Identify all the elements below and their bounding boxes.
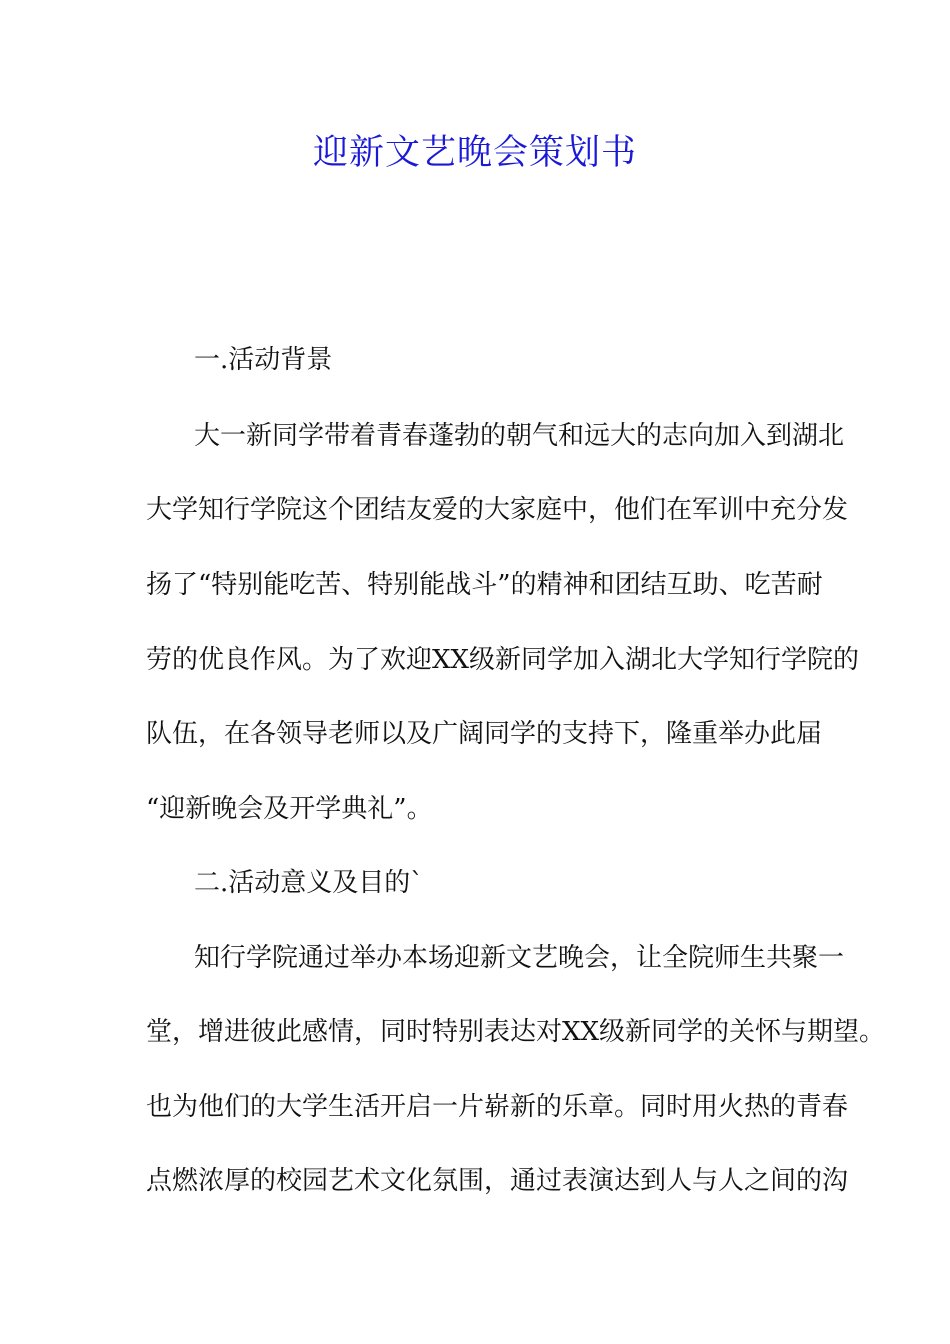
paragraph-line: 劳的优良作风。为了欢迎XX级新同学加入湖北大学知行学院的 [146,645,860,675]
section-heading-background: 一.活动背景 [194,345,333,375]
paragraph-line: 队伍，在各领导老师以及广阔同学的支持下，隆重举办此届 [146,719,823,749]
document-title: 迎新文艺晚会策划书 [312,133,637,173]
paragraph-line: 点燃浓厚的校园艺术文化氛围，通过表演达到人与人之间的沟 [146,1166,849,1196]
paragraph-line: 大一新同学带着青春蓬勃的朝气和远大的志向加入到湖北 [194,421,845,451]
paragraph-line: 知行学院通过举办本场迎新文艺晚会，让全院师生共聚一 [194,943,845,973]
paragraph-line: 大学知行学院这个团结友爱的大家庭中，他们在军训中充分发 [146,495,849,525]
paragraph-line: 堂，增进彼此感情，同时特别表达对XX级新同学的关怀与期望。 [146,1017,886,1047]
paragraph-line: “迎新晚会及开学典礼”。 [146,794,433,824]
paragraph-line: 也为他们的大学生活开启一片崭新的乐章。同时用火热的青春 [146,1092,849,1122]
section-heading-purpose: 二.活动意义及目的` [194,868,424,898]
paragraph-line: 扬了“特别能吃苦、特别能战斗”的精神和团结互助、吃苦耐 [146,570,823,600]
